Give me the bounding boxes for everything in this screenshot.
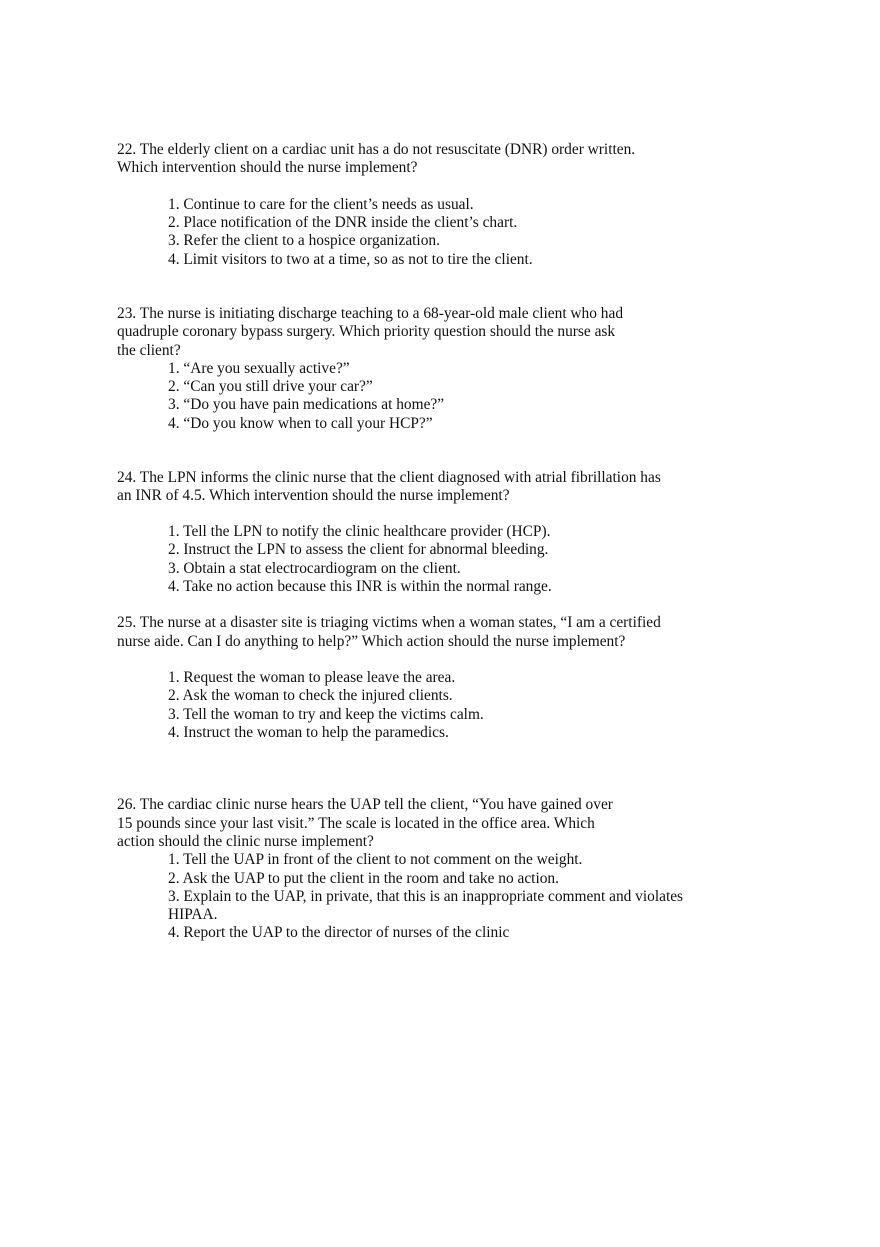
question-26-stem-line-1: 26. The cardiac clinic nurse hears the UAP tell the client, “You have gained over [117, 796, 613, 813]
question-26-option-1: 1. Tell the UAP in front of the client to not comment on the weight. [168, 851, 583, 868]
question-24-option-2: 2. Instruct the LPN to assess the client for abnormal bleeding. [168, 541, 549, 558]
question-23-option-1: 1. “Are you sexually active?” [168, 360, 350, 377]
question-25-option-1: 1. Request the woman to please leave the area. [168, 669, 456, 686]
question-26-option-3-continued: HIPAA. [168, 906, 218, 923]
question-26-stem-line-2: 15 pounds since your last visit.” The scale is located in the office area. Which [117, 815, 595, 832]
question-23-option-2: 2. “Can you still drive your car?” [168, 378, 373, 395]
question-26-option-3: 3. Explain to the UAP, in private, that this is an inappropriate comment and violates [168, 888, 684, 905]
question-26-option-4: 4. Report the UAP to the director of nurses of the clinic [168, 924, 510, 941]
question-23-option-3: 3. “Do you have pain medications at home?” [168, 396, 445, 413]
question-25-option-3: 3. Tell the woman to try and keep the victims calm. [168, 706, 484, 723]
question-22-option-1: 1. Continue to care for the client’s needs as usual. [168, 196, 474, 213]
question-23-option-4: 4. “Do you know when to call your HCP?” [168, 415, 433, 432]
question-25-option-4: 4. Instruct the woman to help the paramedics. [168, 724, 449, 741]
question-24-stem-line-2: an INR of 4.5. Which intervention should the nurse implement? [117, 487, 510, 504]
question-22-stem-line-2: Which intervention should the nurse implement? [117, 159, 418, 176]
question-22-stem-line-1: 22. The elderly client on a cardiac unit has a do not resuscitate (DNR) order written. [117, 141, 636, 158]
question-23-stem-line-2: quadruple coronary bypass surgery. Which priority question should the nurse ask [117, 323, 616, 340]
question-23-stem-line-1: 23. The nurse is initiating discharge teaching to a 68-year-old male client who had [117, 305, 624, 322]
question-22-option-2: 2. Place notification of the DNR inside the client’s chart. [168, 214, 518, 231]
question-25-option-2: 2. Ask the woman to check the injured clients. [168, 687, 453, 704]
question-23-stem-line-3: the client? [117, 342, 181, 359]
question-26-stem-line-3: action should the clinic nurse implement? [117, 833, 374, 850]
question-24-option-4: 4. Take no action because this INR is within the normal range. [168, 578, 552, 595]
question-26-option-2: 2. Ask the UAP to put the client in the room and take no action. [168, 870, 559, 887]
question-24-stem-line-1: 24. The LPN informs the clinic nurse that the client diagnosed with atrial fibrillation has [117, 469, 661, 486]
question-22-option-4: 4. Limit visitors to two at a time, so as not to tire the client. [168, 251, 533, 268]
question-25-stem-line-1: 25. The nurse at a disaster site is triaging victims when a woman states, “I am a certified [117, 614, 661, 631]
question-24-option-1: 1. Tell the LPN to notify the clinic healthcare provider (HCP). [168, 523, 551, 540]
question-25-stem-line-2: nurse aide. Can I do anything to help?” Which action should the nurse implement? [117, 633, 626, 650]
question-24-option-3: 3. Obtain a stat electrocardiogram on the client. [168, 560, 461, 577]
question-22-option-3: 3. Refer the client to a hospice organization. [168, 232, 440, 249]
